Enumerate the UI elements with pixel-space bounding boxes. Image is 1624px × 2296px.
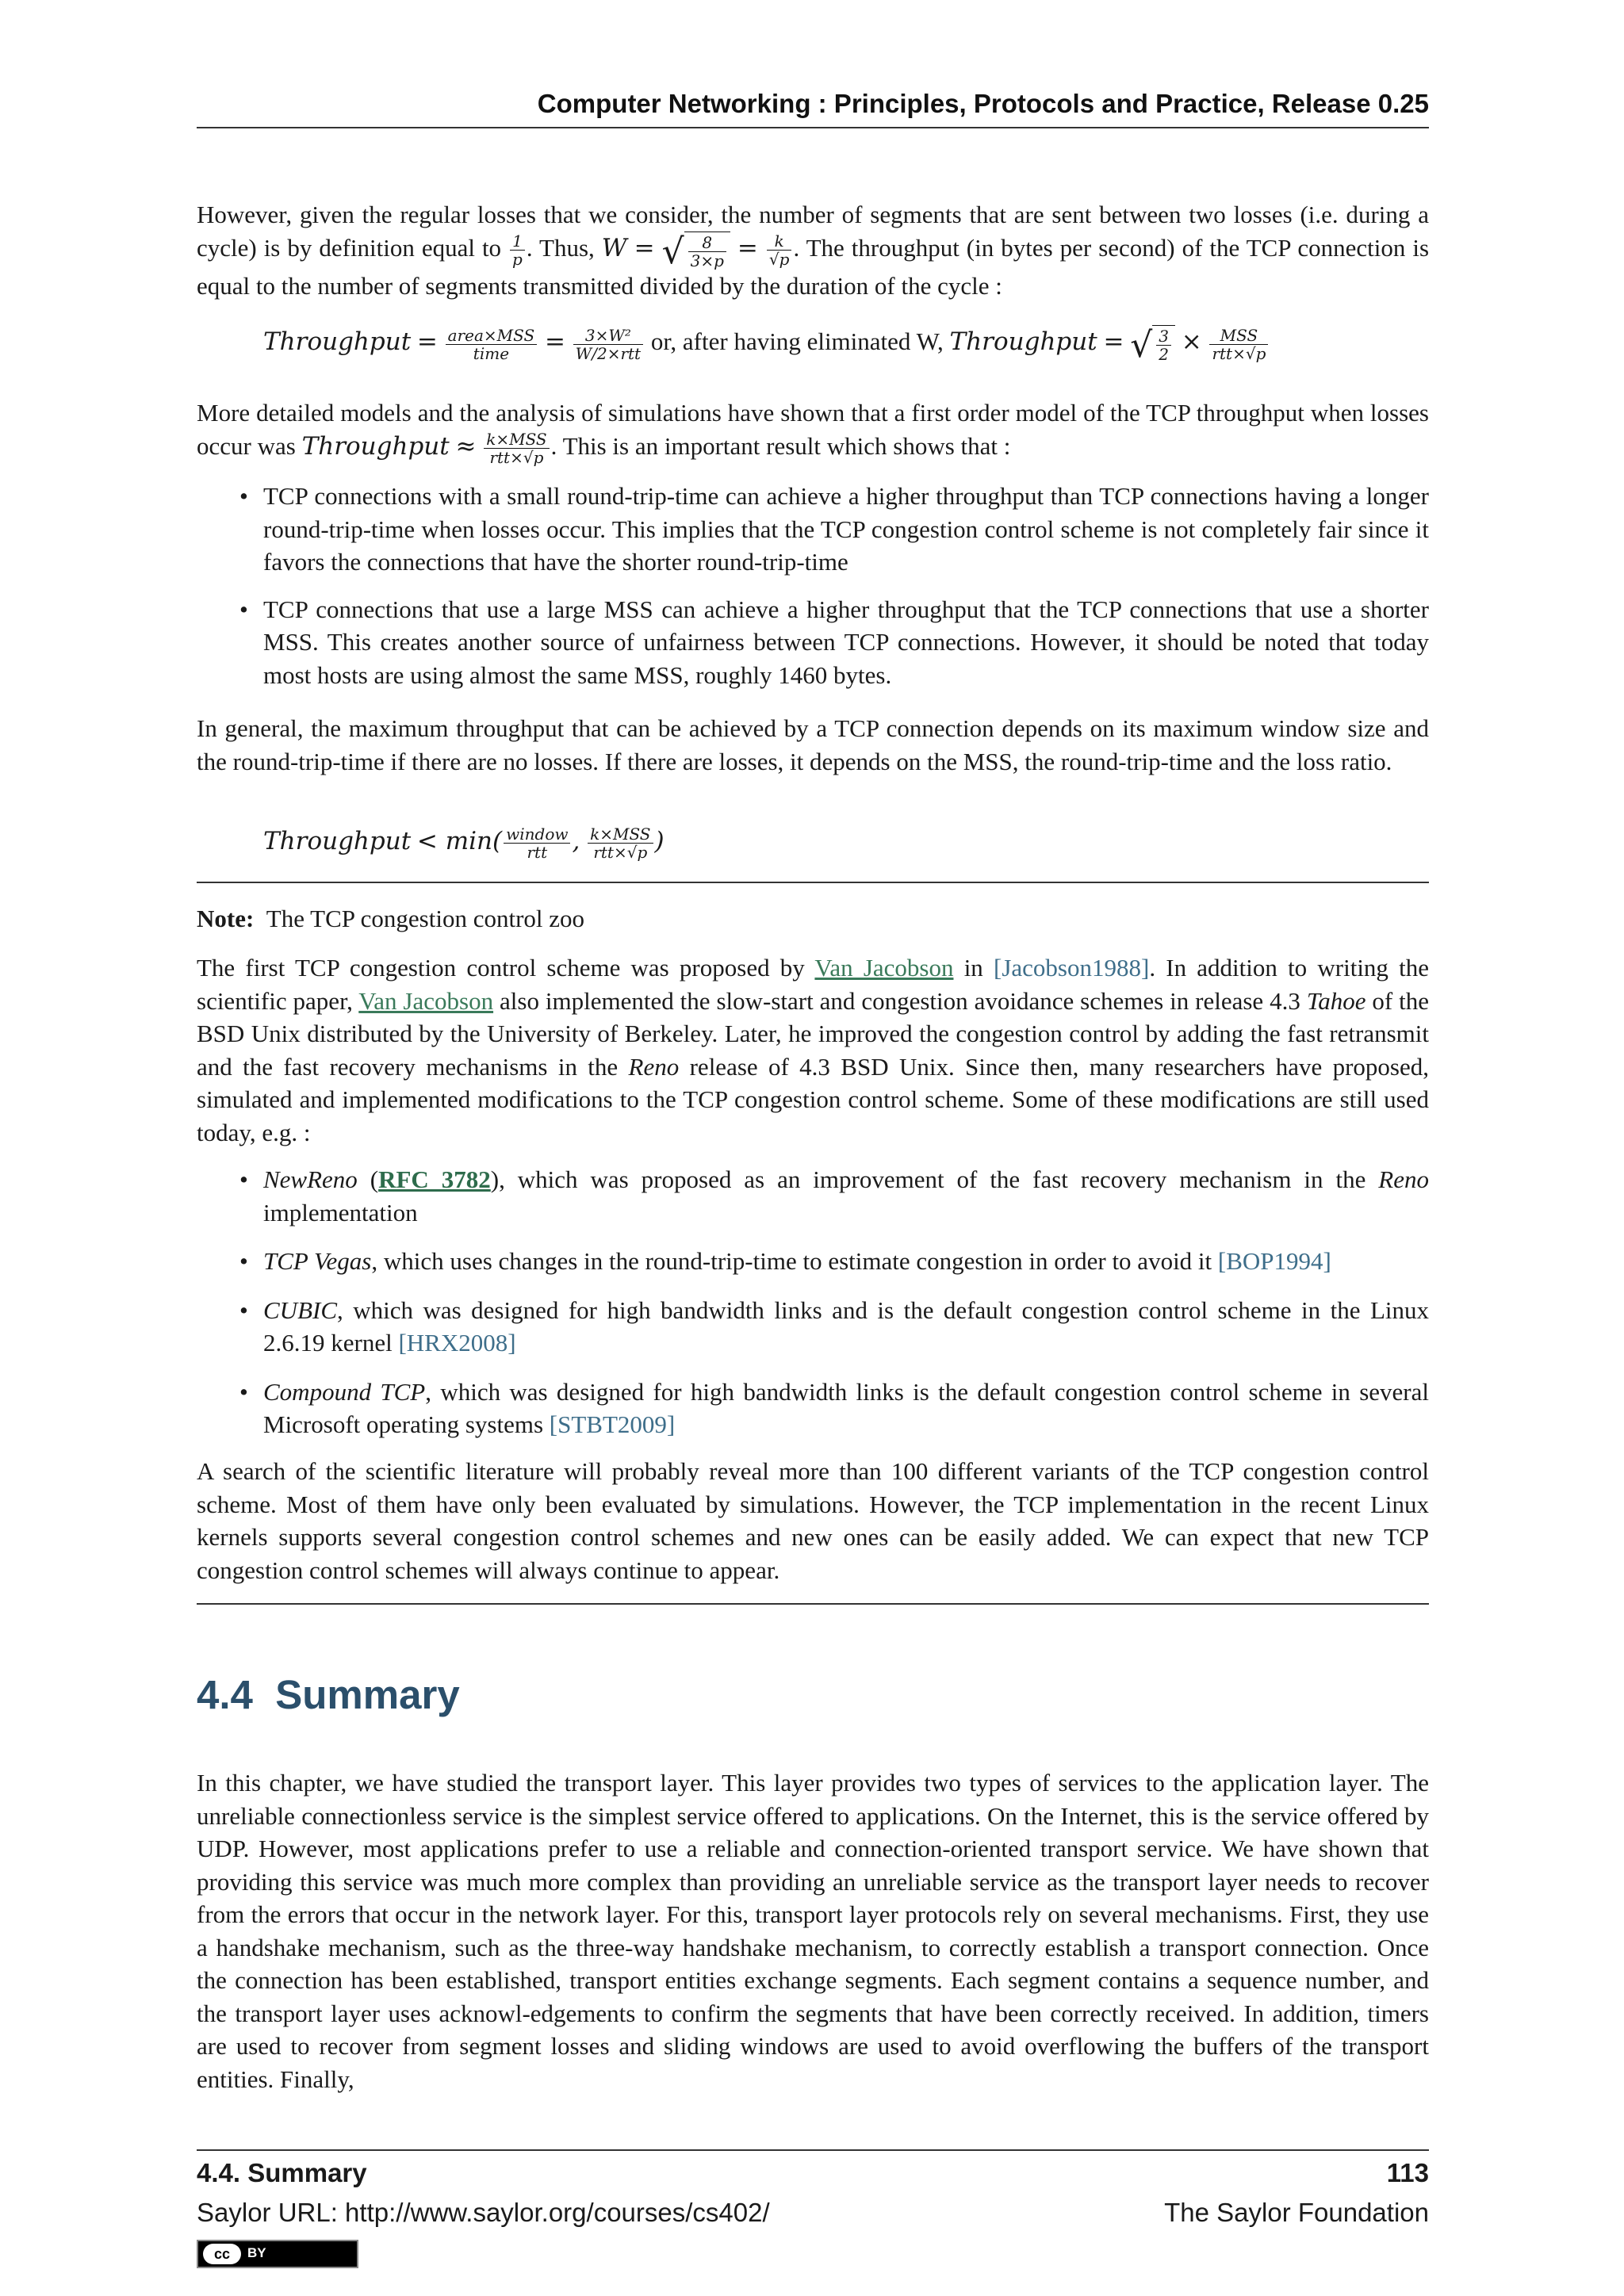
page-number: 113 <box>1386 2158 1429 2187</box>
note-label: Note: <box>197 905 255 932</box>
text: or, after having eliminated W, <box>650 327 944 356</box>
tahoe: Tahoe <box>1306 986 1366 1015</box>
citation-bop1994[interactable]: [BOP1994] <box>1217 1247 1331 1275</box>
math-throughput: Throughput <box>949 327 1097 357</box>
paragraph-max-throughput: In general, the maximum throughput that can be achieved by a TCP connection depends on its maximum window size and the round-trip-time if there are no losses. If there are losses, it depends on the MSS, the round-trip-time and the loss ratio. <box>197 714 1429 775</box>
list-item: • TCP Vegas, which uses changes in the round-trip-time to estimate congestion in order to avoid it [BOP1994] <box>239 1247 1331 1275</box>
list-item: • CUBIC, which was designed for high bandwidth links and is the default congestion control scheme in the Linux 2.6.19 kernel [HRX2008] <box>239 1295 1429 1357</box>
cc-icon: cc <box>203 2244 241 2264</box>
note-variants-list <box>197 1163 1429 1441</box>
equals: = <box>737 233 758 262</box>
equals: = <box>634 233 655 262</box>
note-title <box>197 902 1429 936</box>
equation-throughput <box>263 325 1429 363</box>
frac-mss-rtt: $\frac{\text{MSS}}{\text{rtt×√p}}$ <box>1209 327 1268 362</box>
frac-window-rtt: $\frac{\text{window}}{\text{rtt}}$ <box>504 825 570 861</box>
math-throughput: Throughput <box>263 327 412 357</box>
van-jacobson-link[interactable]: Van Jacobson <box>814 954 954 982</box>
text: . This is an important result which shows that : <box>550 431 1011 460</box>
text: . The throughput (in bytes per second) of the TCP connection is equal to the number of segments transmitted divided by the duration of the cycle : <box>197 233 1430 300</box>
header-rule <box>197 127 1429 128</box>
running-header: Computer Networking : Principles, Protocols and Practice, Release 0.25 <box>537 89 1429 118</box>
frac-1-over-p: $\frac{1}{p}$ <box>510 232 525 268</box>
citation-jacobson1988[interactable]: [Jacobson1988] <box>994 954 1150 982</box>
equals: = <box>544 327 565 357</box>
by-label: BY <box>247 2245 266 2260</box>
note-rule-bottom <box>197 1603 1429 1605</box>
equation-min <box>263 825 1429 861</box>
text: However, given the regular losses that we consider, the number of segments that are sent between two losses (i.e. during a cycle) is by definition equal to <box>197 201 1429 262</box>
note-closing-paragraph: A search of the scientific literature will probably reveal more than 100 different variants of the TCP congestion control scheme. Most of them have only been evaluated by simulations. However, the TCP implementation in the recent Linux kernels supports several congestion control schemes and new ones can be easily added. We can expect that new TCP congestion control schemes will always continue to appear. <box>197 1457 1429 1584</box>
section-heading: 4.4 Summary <box>197 1672 460 1717</box>
rfc-3782-link[interactable]: RFC 3782 <box>378 1165 491 1193</box>
close-paren: ) <box>654 827 665 855</box>
paragraph-first-order <box>197 396 1429 466</box>
frac-kmss: $\frac{\text{k×MSS}}{\text{rtt×√p}}$ <box>484 430 549 466</box>
text: . Thus, <box>526 233 595 262</box>
math-throughput: Throughput <box>301 431 450 461</box>
note-paragraph: The first TCP congestion control scheme was proposed by Van Jacobson in [Jacobson1988]. In addition to writing the scientific paper, Van Jacobson also implemented the slow-start and congestion avoidance schemes in release 4.3 Tahoe of the BSD Unix distributed by the University of Berkeley. Later, he improved the congestion control by adding the fast retransmit and the fast recovery mechanisms in the Reno release of 4.3 BSD Unix. Since then, many researchers have proposed, simulated and implemented modifications to the TCP congestion control scheme. Some of these modifications are still used today, e.g. : <box>197 954 1430 1146</box>
list-item: • TCP connections that use a large MSS can achieve a higher throughput that the TCP connections that use a shorter MSS. This creates another source of unfairness between TCP connections. However, it should be noted that today most hosts are using almost the same MSS, roughly 1460 bytes. <box>239 595 1429 689</box>
text: More detailed models and the analysis of simulations have shown that a first order model of the TCP throughput when losses occur was <box>197 399 1429 460</box>
note-rule-top <box>197 882 1429 883</box>
citation-stbt2009[interactable]: [STBT2009] <box>549 1410 676 1438</box>
list-item: • Compound TCP, which was designed for high bandwidth links is the default congestion control scheme in several Microsoft operating systems [STBT2009] <box>239 1377 1429 1438</box>
bullet-list-results <box>197 480 1429 691</box>
math-min: < min( <box>416 827 503 855</box>
summary-paragraph: In this chapter, we have studied the transport layer. This layer provides two types of services to the application layer. The unreliable connectionless service is the simplest service offered to applications. On the Internet, this is the service offered by UDP. However, most applications prefer to use a reliable and connection-oriented transport service. We have shown that providing this service was much more complex than providing an unreliable service as the transport layer needs to recover from the errors that occur in the network layer. For this, transport layer protocols rely on several mechanisms. First, they use a handshake mechanism, such as the three-way handshake mechanism, to correctly establish a transport connection. Once the connection has been established, transport entities exchange segments. Each segment contains a sequence number, and the transport layer uses acknowl-edgements to confirm the segments that have been correctly received. In addition, timers are used to recover from segment losses and sliding windows are used to avoid overflowing the buffers of the transport entities. Finally, <box>197 1769 1429 2093</box>
list-item: • NewReno (RFC 3782), which was proposed as an improvement of the fast recovery mechanism in the Reno implementation <box>239 1165 1429 1226</box>
math-w: W <box>601 233 627 262</box>
paragraph-cycle <box>197 198 1429 302</box>
note-title-text: The TCP congestion control zoo <box>266 905 585 932</box>
approx: ≈ <box>455 431 477 461</box>
equals: = <box>1103 327 1124 357</box>
equals: = <box>416 327 438 357</box>
footer-section-label: 4.4. Summary <box>197 2158 367 2187</box>
reno: Reno <box>628 1052 680 1081</box>
saylor-foundation: The Saylor Foundation <box>1164 2198 1429 2227</box>
frac-kmss2: $\frac{\text{k×MSS}}{\text{rtt×√p}}$ <box>588 825 653 861</box>
cc-by-license-badge[interactable] <box>197 2240 358 2268</box>
frac-k-sqrtp: $\frac{k}{√p}$ <box>767 232 792 268</box>
sqrt-3-over-2: √ $\frac{3}{2}$ <box>1130 325 1175 363</box>
list-item: • TCP connections with a small round-trip-time can achieve a higher throughput than TCP connections having a longer round-trip-time when losses occur. This implies that the TCP congestion control scheme is not completely fair since it favors the connections that have the shorter round-trip-time <box>239 482 1429 576</box>
times: × <box>1181 327 1202 357</box>
sqrt-8-over-3p: √ $\frac{8}{3\times p}$ <box>662 232 730 270</box>
saylor-url: Saylor URL: http://www.saylor.org/courses/cs402/ <box>197 2198 770 2227</box>
frac-area-time: $\frac{\text{area×MSS}}{\text{time}}$ <box>446 327 538 362</box>
citation-hrx2008[interactable]: [HRX2008] <box>398 1329 516 1357</box>
van-jacobson-link-2[interactable]: Van Jacobson <box>358 986 494 1015</box>
comma: , <box>572 827 580 855</box>
frac-3w2: $\frac{\text{3×W²}}{\text{W/2×rtt}}$ <box>573 327 643 362</box>
footer-rule <box>197 2149 1429 2151</box>
math-throughput: Throughput <box>263 827 412 855</box>
